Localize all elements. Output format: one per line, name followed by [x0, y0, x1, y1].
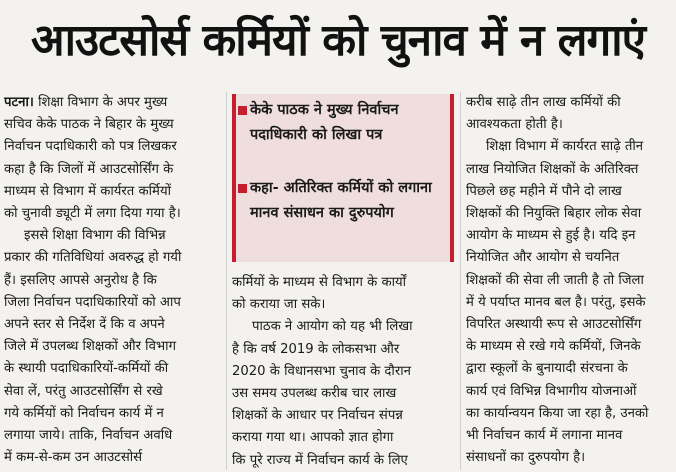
article-line: आवश्यकता होती है। [466, 117, 563, 133]
column-divider [226, 92, 227, 470]
article-line: शिक्षकों के आधार पर निर्वाचन संपन्न [232, 408, 403, 424]
article-column-3 [466, 92, 672, 469]
article-line: द्वारा स्कूलों के बुनायादी संरचना के [466, 361, 628, 377]
article-line: को चुनावी ड्यूटी में लगा दिया गया है। [4, 206, 181, 222]
article-line: निर्वाचन पदाधिकारी को पत्र लिखकर [4, 139, 177, 155]
article-line: लाख नियोजित शिक्षकों के अतिरिक्त [466, 161, 639, 177]
article-line: भी निर्वाचन कार्य में लगाना मानव [466, 428, 623, 444]
article-line: माध्यम से विभाग में कार्यरत कर्मियों [4, 183, 172, 199]
article-line: विपरित अस्थायी रूप से आउटसोर्सिंग [466, 317, 642, 333]
article-line: में कम-से-कम उन आउटसोर्स [4, 450, 143, 466]
article-line: लगाया जाये। ताकि, निर्वाचन अवधि [4, 428, 173, 444]
article-line: नियोजित और आयोग से चयनित [466, 250, 620, 266]
article-line: के माध्यम से रखे गये कर्मियों, जिनके [466, 339, 641, 355]
article-line: 2020 के विधानसभा चुनाव के दौरान [232, 363, 411, 379]
article-line: जिला निर्वाचन पदाधिकारियों को आप [4, 294, 181, 310]
highlight-text: केके पाठक ने मुख्य निर्वाचन पदाधिकारी को लिखा पत्र [250, 102, 399, 143]
article-line: उस समय उपलब्ध करीब चार लाख [232, 386, 397, 402]
article-line: शिक्षा विभाग में कार्यरत साढ़े तीन [486, 139, 644, 155]
article-line: संसाधनों का दुरुपयोग है। [466, 450, 586, 466]
article-line: पिछले छह महीने में पौने दो लाख [466, 183, 622, 199]
article-line: के स्थायी पदाधिकारियों-कर्मियों की [4, 361, 169, 377]
square-bullet-icon [238, 106, 247, 115]
article-line: का कार्यान्वयन किया जा रहा है, उनको [466, 405, 649, 421]
article-line: कर्मियों के माध्यम से विभाग के कार्यों [232, 275, 407, 290]
article-line: आयोग के माध्यम से हुई है। यदि इन [466, 228, 636, 244]
article-line: कार्य एवं विभिन्न विभागीय योजनाओं [466, 383, 637, 399]
square-bullet-icon [238, 184, 247, 193]
cropped-previous-text [0, 0, 676, 8]
highlight-text: कहा- अतिरिक्त कर्मियों को लगाना मानव संसाधन का दुरुपयोग [250, 180, 432, 221]
article-line: गये कर्मियों को निर्वाचन कार्य में न [4, 405, 164, 421]
article-line: में ये पर्याप्त मानव बल है। परंतु, इसके [466, 294, 646, 310]
article-line: हैं। इसलिए आपसे अनुरोध है कि [4, 272, 157, 288]
article-line: सचिव केके पाठक ने बिहार के मुख्य [4, 117, 174, 133]
article-line: पाठक ने आयोग को यह भी लिखा [252, 319, 413, 335]
article-line: अपने स्तर से निर्देश दें कि व अपने [4, 317, 165, 333]
highlight-point [250, 176, 450, 226]
article-line: को कराया जा सके। [232, 297, 326, 313]
article-line [4, 92, 222, 114]
article-line: कहा है कि जिलों में आउटसोर्सिंग के [4, 161, 174, 177]
article-text: शिक्षा विभाग के अपर मुख्य [38, 95, 168, 110]
highlight-box [232, 94, 454, 262]
article-line: शिक्षकों की सेवा ली जाती है तो जिला [466, 272, 644, 288]
article-line: जिले में उपलब्ध शिक्षकों और विभाग [4, 339, 177, 355]
dateline: पटना। [4, 95, 34, 110]
article-line: करीब साढ़े तीन लाख कर्मियों की [466, 95, 621, 110]
article-line: इससे शिक्षा विभाग की विभिन्न [24, 228, 166, 244]
highlight-point [250, 98, 450, 148]
article-column-2 [232, 272, 454, 472]
article-line: है कि वर्ष 2019 के लोकसभा और [232, 341, 400, 357]
article-line: प्रकार की गतिविधियां अवरुद्ध हो गयी [4, 250, 182, 266]
article-line: कराया गया था। आपको ज्ञात होगा [232, 430, 394, 446]
article-line: शिक्षकों की नियुक्ति बिहार लोक सेवा [466, 206, 642, 222]
column-divider [460, 92, 461, 470]
article-line: सेवा लें, परंतु आउटसोर्सिंग से रखे [4, 383, 163, 399]
headline: आउटसोर्स कर्मियों को चुनाव में न लगाएं [31, 15, 645, 66]
article-column-1 [4, 92, 222, 469]
article-line: कि पूरे राज्य में निर्वाचन कार्य के लिए [232, 452, 408, 468]
